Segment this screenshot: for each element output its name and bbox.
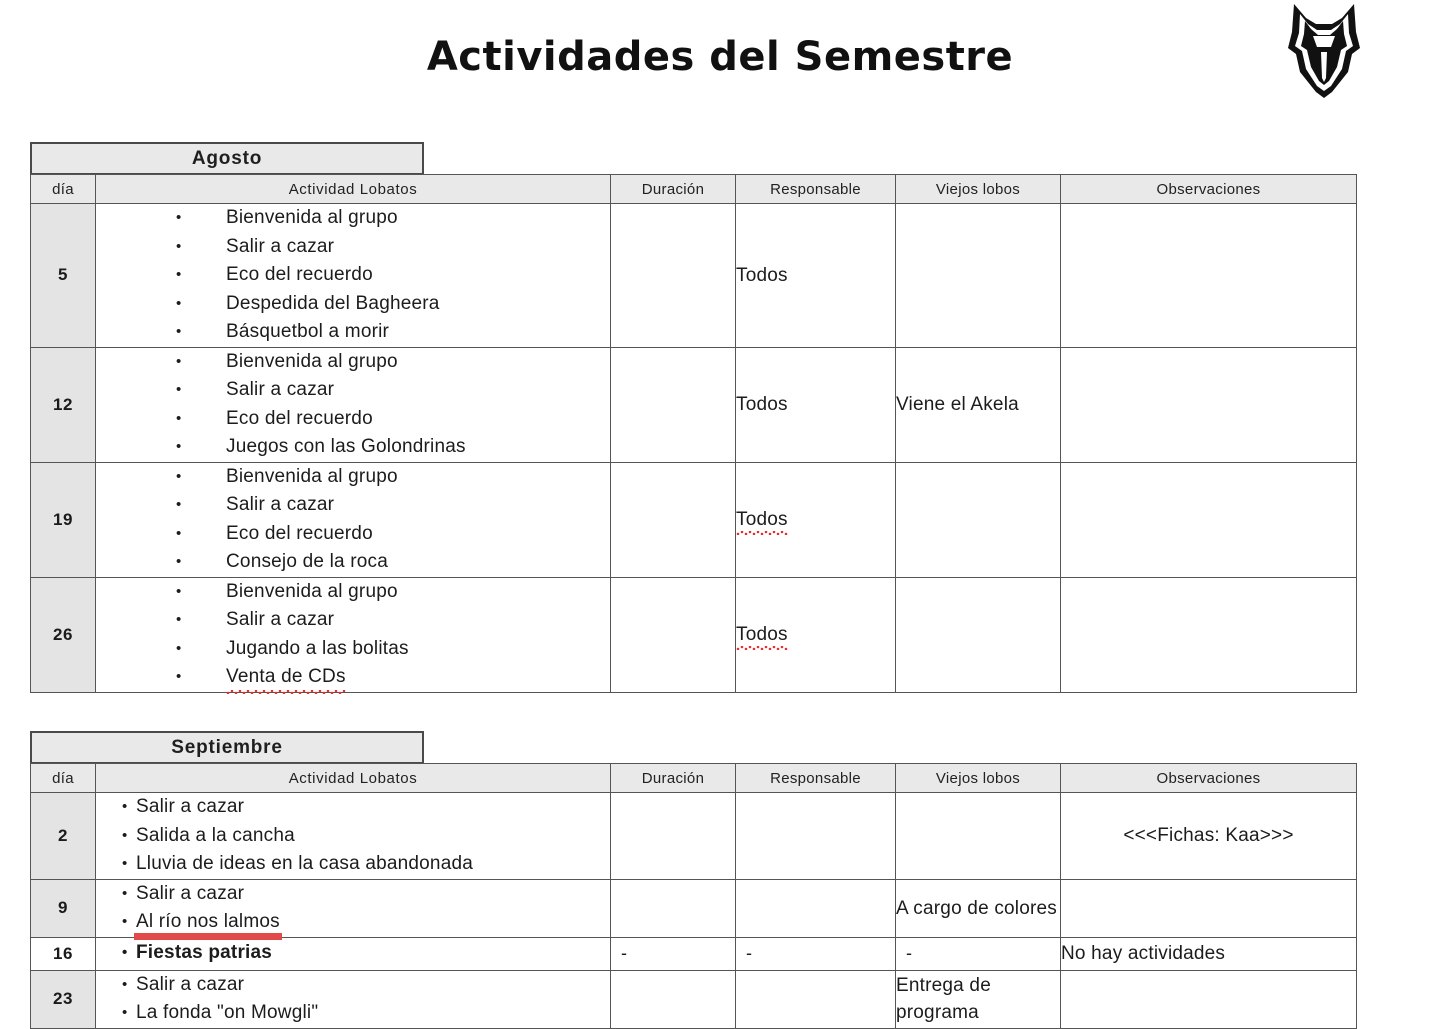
cell-viejos-lobos <box>896 793 1061 880</box>
misspelled-word: Todos <box>736 506 788 533</box>
cell-duracion <box>611 347 736 462</box>
activity-item: • Juegos con las Golondrinas <box>96 433 610 462</box>
col-header-dia: día <box>31 764 96 793</box>
misspelled-word: Venta de CDs <box>226 663 346 692</box>
cell-observaciones <box>1061 204 1357 348</box>
cell-responsable <box>736 462 896 577</box>
cell-observaciones <box>1061 347 1357 462</box>
cell-duracion: - <box>611 937 736 970</box>
table-header-row <box>31 175 1357 204</box>
cell-responsable <box>736 879 896 937</box>
col-header-duracion: Duración <box>611 175 736 204</box>
cell-viejos-lobos <box>896 204 1061 348</box>
cell-observaciones <box>1061 577 1357 692</box>
cell-duracion <box>611 970 736 1028</box>
cell-observaciones: <<<Fichas: Kaa>>> <box>1061 793 1357 880</box>
activity-item: • Bienvenida al grupo <box>96 204 610 233</box>
cell-dia: 5 <box>31 204 96 348</box>
page-title: Actividades del Semestre <box>426 34 1014 80</box>
cell-duracion <box>611 879 736 937</box>
table-row <box>31 462 1357 577</box>
cell-observaciones: No hay actividades <box>1061 937 1357 970</box>
cell-responsable: Todos <box>736 204 896 348</box>
table-row <box>31 937 1357 970</box>
cell-observaciones <box>1061 879 1357 937</box>
month-header-septiembre: Septiembre <box>30 731 424 764</box>
table-row <box>31 793 1357 880</box>
activity-item: • La fonda "on Mowgli" <box>96 999 610 1028</box>
table-row <box>31 879 1357 937</box>
cell-dia: 19 <box>31 462 96 577</box>
month-section-agosto <box>30 142 1356 693</box>
col-header-duracion: Duración <box>611 764 736 793</box>
col-header-viejos-lobos: Viejos lobos <box>896 175 1061 204</box>
activity-item: • Salir a cazar <box>96 880 610 909</box>
table-row <box>31 970 1357 1028</box>
activity-item: • Fiestas patrias <box>96 939 610 968</box>
activity-item: • Básquetbol a morir <box>96 318 610 347</box>
cell-actividad <box>96 970 611 1028</box>
activity-item: • Lluvia de ideas en la casa abandonada <box>96 850 610 879</box>
activity-item: • Salir a cazar <box>96 491 610 520</box>
cell-dia: 12 <box>31 347 96 462</box>
cell-actividad <box>96 879 611 937</box>
cell-responsable: Todos <box>736 347 896 462</box>
cell-duracion <box>611 204 736 348</box>
table-header-row <box>31 764 1357 793</box>
activity-item: • Salir a cazar <box>96 793 610 822</box>
col-header-dia: día <box>31 175 96 204</box>
cell-dia: 26 <box>31 577 96 692</box>
month-section-septiembre <box>30 731 1356 1029</box>
cell-actividad <box>96 347 611 462</box>
cell-dia: 2 <box>31 793 96 880</box>
cell-dia: 9 <box>31 879 96 937</box>
cell-actividad <box>96 204 611 348</box>
month-header-agosto: Agosto <box>30 142 424 175</box>
activity-item: • Consejo de la roca <box>96 548 610 577</box>
cell-viejos-lobos <box>896 462 1061 577</box>
activity-item: • Bienvenida al grupo <box>96 463 610 492</box>
col-header-actividad: Actividad Lobatos <box>96 764 611 793</box>
activity-item: • Eco del recuerdo <box>96 520 610 549</box>
activity-item: • Salir a cazar <box>96 376 610 405</box>
wolf-head-icon <box>1286 2 1362 100</box>
cell-duracion <box>611 793 736 880</box>
cell-viejos-lobos: Viene el Akela <box>896 347 1061 462</box>
cell-responsable <box>736 970 896 1028</box>
cell-dia: 23 <box>31 970 96 1028</box>
activity-item: • Salida a la cancha <box>96 822 610 851</box>
activity-item: • Salir a cazar <box>96 971 610 1000</box>
cell-actividad <box>96 937 611 970</box>
col-header-responsable: Responsable <box>736 175 896 204</box>
cell-duracion <box>611 577 736 692</box>
activity-item: • Jugando a las bolitas <box>96 635 610 664</box>
cell-responsable: - <box>736 937 896 970</box>
activity-item: • Eco del recuerdo <box>96 261 610 290</box>
activity-item: • Despedida del Bagheera <box>96 290 610 319</box>
cell-dia: 16 <box>31 937 96 970</box>
col-header-actividad: Actividad Lobatos <box>96 175 611 204</box>
cell-viejos-lobos: Entrega de programa <box>896 970 1061 1028</box>
cell-actividad <box>96 793 611 880</box>
cell-duracion <box>611 462 736 577</box>
col-header-observaciones: Observaciones <box>1061 764 1357 793</box>
activity-item: • Salir a cazar <box>96 606 610 635</box>
cell-viejos-lobos: A cargo de colores <box>896 879 1061 937</box>
activity-item: • Bienvenida al grupo <box>96 348 610 377</box>
activity-item: • Eco del recuerdo <box>96 405 610 434</box>
cell-observaciones <box>1061 970 1357 1028</box>
activity-item: • Salir a cazar <box>96 233 610 262</box>
schedule-table-agosto <box>30 174 1357 693</box>
cell-actividad <box>96 577 611 692</box>
table-row <box>31 347 1357 462</box>
edited-word: Al río nos lalmos <box>136 908 280 937</box>
activity-item <box>96 908 610 937</box>
cell-viejos-lobos: - <box>896 937 1061 970</box>
cell-actividad <box>96 462 611 577</box>
table-row <box>31 204 1357 348</box>
misspelled-word: Todos <box>736 621 788 648</box>
cell-viejos-lobos <box>896 577 1061 692</box>
table-row <box>31 577 1357 692</box>
schedule-table-septiembre <box>30 763 1357 1029</box>
activity-item: • Bienvenida al grupo <box>96 578 610 607</box>
cell-responsable <box>736 577 896 692</box>
col-header-observaciones: Observaciones <box>1061 175 1357 204</box>
cell-responsable <box>736 793 896 880</box>
activity-item <box>96 663 610 692</box>
cell-observaciones <box>1061 462 1357 577</box>
col-header-viejos-lobos: Viejos lobos <box>896 764 1061 793</box>
col-header-responsable: Responsable <box>736 764 896 793</box>
